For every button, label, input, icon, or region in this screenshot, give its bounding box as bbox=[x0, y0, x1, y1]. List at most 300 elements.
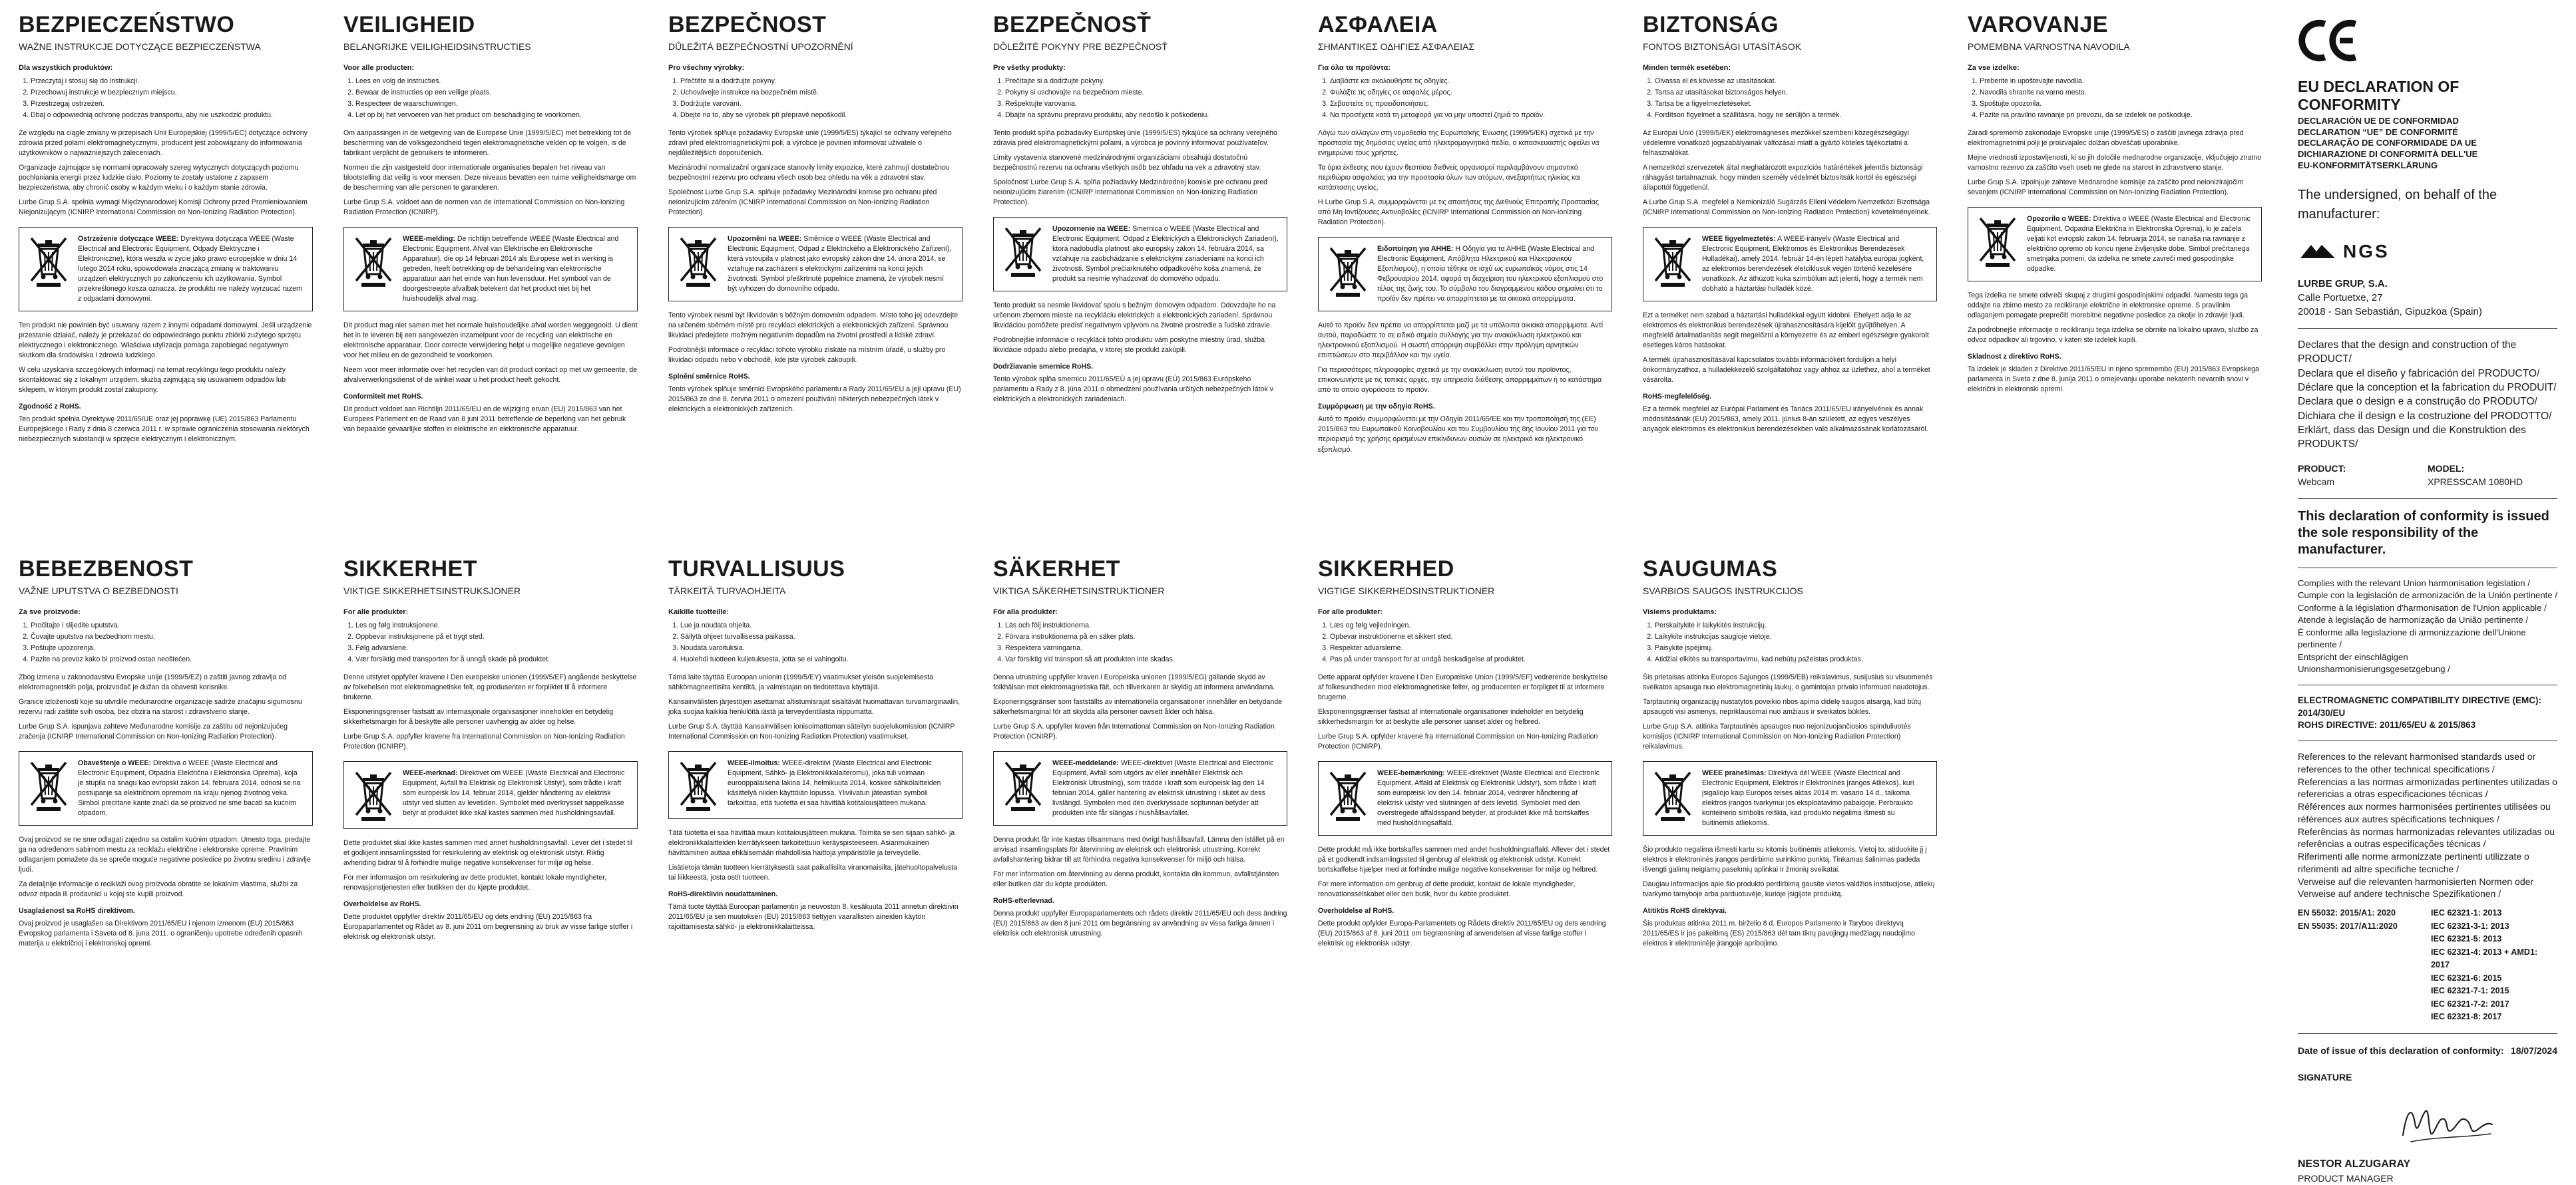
weee-notice-text bbox=[1052, 224, 1279, 284]
signer-title: PRODUCT MANAGER bbox=[2298, 1172, 2394, 1184]
instruction-item: 3. Rešpektujte varovania. bbox=[1005, 99, 1287, 109]
instruction-item: 4. Pazite na prevoz kako bi proizvod ostao neoštećen. bbox=[31, 655, 313, 665]
instruction-item: 1. Læs og følg vejledningen. bbox=[1330, 621, 1612, 631]
reference-line: References to the relevant harmonised standards used or references to the other technical specifications / bbox=[2298, 751, 2536, 774]
instruction-item: 1. Les og følg instruksjonene. bbox=[355, 621, 638, 631]
instruction-item: 2. Förvara instruktionerna på en säker plats. bbox=[1005, 632, 1287, 642]
section-title: VEILIGHEID bbox=[343, 12, 475, 37]
body-paragraph: Zbog izmena u zakonodavstvu Evropske unije (1999/5/EZ) o zaštiti javnog zdravlja od elektromagnetskih polja, proizvođač je dužan da obavesti korisnike. bbox=[19, 673, 287, 691]
instruction-item: 2. Φυλάξτε τις οδηγίες σε ασφαλές μέρος. bbox=[1330, 88, 1612, 98]
section-title: TURVALLISUUS bbox=[668, 556, 845, 582]
body-paragraph: A nemzetközi szervezetek által meghatározott expozíciós határértékek jelentős biztonsági ráhagyást tartalmaznak, hogy minden személy védelmét biztosítsák kortól és egészségi állapottól függetlenül. bbox=[1643, 163, 1923, 192]
body-paragraph: Lurbe Grup S.A. atitinka Tarptautinės apsaugos nuo nejonizuojančiosios spinduliuotės komisijos (ICNIRP International Commission on Non-Ionizing Radiation Protection) reikalavimus. bbox=[1643, 722, 1911, 751]
language-section bbox=[668, 12, 963, 540]
doc-subtitle: DICHIARAZIONE DI CONFORMITÀ DELL'UE bbox=[2298, 149, 2478, 160]
standard-item: IEC 62321-1: 2013 bbox=[2431, 908, 2502, 918]
eu-declaration-column bbox=[2298, 15, 2557, 1184]
standards-left bbox=[2298, 907, 2424, 1024]
section-subtitle: TÄRKEITÄ TURVAOHJEITA bbox=[668, 586, 786, 597]
rohs-text: Ta izdelek je skladen z Direktivo 2011/65/EU in njeno spremembo (EU) 2015/863 Evropskega parlamenta in Sveta z dne 8. junija 2011 o omejevanju uporabe nekaterih nevarnih snovi v električni in elektronski opremi. bbox=[1968, 365, 2259, 394]
body-paragraph: Lurbe Grup S.A. ispunjava zahteve Međunarodne komisije za zaštitu od nejonizujućeg zračenja (ICNIRP International Commission on Non-Ionizing Radiation Protection). bbox=[19, 722, 288, 741]
rohs-text: Αυτό το προϊόν συμμορφώνεται με την Οδηγία 2011/65/ΕΕ και την τροποποίησή της (ΕΕ) 2015/863 του Ευρωπαϊκού Κοινοβουλίου και του Συμβουλίου της 8ης Ιουνίου 2011 για τον περιορισμό της χρήσης ορισμένων επικίνδυνων ουσιών σε ηλεκτρικό και ηλεκτρονικό εξοπλισμό. bbox=[1318, 415, 1598, 454]
body-paragraph: Mejne vrednosti izpostavljenosti, ki so jih določile mednarodne organizacije, vključujejo znatno varnostno rezervo za zaščito vseh oseb ne glede na starost in zdravstveno stanje. bbox=[1968, 153, 2262, 172]
weee-notice-lead: WEEE-ilmoitus: bbox=[728, 759, 780, 767]
rohs-heading: RoHS-direktiivin noudattaminen. bbox=[668, 890, 778, 899]
body-paragraph: Lurbe Grup S.A. oppfyller kravene fra International Commission on Non-Ionizing Radiation Protection (ICNIRP). bbox=[343, 732, 625, 751]
language-section bbox=[19, 556, 313, 1085]
weee-notice-text bbox=[2027, 214, 2253, 274]
instruction-item: 2. Uchovávejte instrukce na bezpečném místě. bbox=[680, 88, 963, 98]
instruction-item: 3. Poštujte upozorenja. bbox=[31, 643, 313, 653]
body-paragraph: Společnost Lurbe Grup S.A. splňuje požadavky Mezinárodní komise pro ochranu před neionizujícím zářením (ICNIRP International Commission on Non-Ionizing Radiation Protection). bbox=[668, 188, 937, 216]
body-paragraph: Zaradi sprememb zakonodaje Evropske unije (1999/5/ES) o zaščiti javnega zdravja pred elektromagnetnimi polji je proizvajalec dolžan obveščati uporabnike. bbox=[1968, 128, 2244, 147]
address-line: 20018 - San Sebastián, Gipuzkoa (Spain) bbox=[2298, 305, 2482, 317]
intro-heading: Za sve proizvode: bbox=[19, 607, 81, 616]
intro-heading: Dla wszystkich produktów: bbox=[19, 63, 113, 72]
crossed-bin-icon bbox=[677, 759, 720, 812]
section-title: BIZTONSÁG bbox=[1643, 12, 1779, 37]
instruction-item: 4. Fordítson figyelmet a szállításra, hogy ne sérüljön a termék. bbox=[1655, 110, 1937, 120]
section-subtitle: DŮLEŽITÁ BEZPEČNOSTNÍ UPOZORNĚNÍ bbox=[668, 41, 853, 53]
weee-notice-box bbox=[19, 227, 313, 311]
address-line: Calle Portuetxe, 27 bbox=[2298, 291, 2383, 303]
doc-subtitle: DECLARAÇÃO DE CONFORMIDADE DA UE bbox=[2298, 138, 2477, 148]
weee-notice-lead: WEEE-bemærkning: bbox=[1377, 768, 1445, 777]
instruction-item: 1. Preberite in upoštevajte navodila. bbox=[1980, 77, 2262, 86]
weee-notice-body: Η Οδηγία για τα ΑΗΗΕ (Waste Electrical and Electronic Equipment, Απόβλητα Ηλεκτρικού και Ηλεκτρονικού Εξοπλισμού), η οποία τέθηκε σε ισχύ ως ευρωπαϊκός νόμος στις 14 Φεβρουαρίου 2014, αφορά τη διαχείριση του ηλεκτρικού εξοπλισμού στο τέλος της ζωής του. Το σύμβολο του διαγραμμένου κάδου σημαίνει ότι το προϊόν δεν πρέπει να απορρίπτεται με τα οικιακά απορρίμματα. bbox=[1377, 244, 1604, 303]
weee-notice-body: Direktyva dėl WEEE (Waste Electrical and Electronic Equipment, Elektros ir Elektroninės Įrangos Atliekos), kuri įsigaliojo kaip Europos teisės aktas 2014 m. vasario 14 d., taikoma elektros įrangos tvarkymui jos eksploatavimo pabaigoje. Perbraukto konteinerio simbolis reiškia, kad produkto negalima išmesti su buitinėmis atliekomis. bbox=[1702, 768, 1914, 828]
body-paragraph: Ezt a terméket nem szabad a háztartási hulladékkal együtt kidobni. Ehelyett adja le az elektromos és elektronikus berendezések újrahasznosítására kijelölt gyűjtőhelyen. A megfelelő ártalmatlanítás segít megelőzni a környezetre és az emberi egészségre gyakorolt esetleges káros hatásokat. bbox=[1643, 311, 1929, 350]
instruction-item: 3. Σεβαστείτε τις προειδοποιήσεις. bbox=[1330, 99, 1612, 109]
weee-notice-box bbox=[1318, 761, 1612, 836]
divider bbox=[2298, 498, 2557, 499]
doc-subtitle: EU-KONFORMITÄTSERKLÄRUNG bbox=[2298, 160, 2438, 170]
body-paragraph: Normen die zijn vastgesteld door internationale organisaties bepalen het niveau van blootstelling dat veilig is voor mensen. Deze niveaus bevatten een ruime veiligheidsmarge om de bescherming van alle personen te garanderen. bbox=[343, 163, 636, 192]
body-paragraph: Kansainvälisten järjestöjen asettamat altistumisrajat sisältävät huomattavan turvamarginaalin, joka suojaa kaikkia henkilöitä iästä ja terveydentilasta riippumatta. bbox=[668, 697, 961, 716]
rohs-heading: Overholdelse af RoHS. bbox=[1318, 907, 1395, 916]
crossed-bin-icon bbox=[27, 234, 70, 287]
weee-notice-lead: WEEE-meddelande: bbox=[1052, 759, 1120, 767]
reference-line: Références aux normes harmonisées pertinentes utilisées ou références aux autres spécifications techniques / bbox=[2298, 801, 2551, 824]
rohs-heading: Overholdelse av RoHS. bbox=[343, 900, 421, 909]
body-paragraph: Organizacje zajmujące się normami opracowały szereg wytycznych dotyczących poziomu pochłaniania energii przez ludzkie ciało. Poziomy te zostały ustalone z zapasem bezpieczeństwa, aby chronić osoby w każdym wieku i o każdym stanie zdrowia. bbox=[19, 163, 299, 192]
reference-line: Referências às normas harmonizadas relevantes utilizadas ou referências a outras especificações técnicas / bbox=[2298, 826, 2555, 850]
weee-notice-box bbox=[19, 751, 313, 826]
weee-notice-body: Smernica o WEEE (Waste Electrical and Electronic Equipment, Odpad z Elektrických a Elektronických Zariadení), ktorá nadobudla platnosť ako európsky zákon 14. februára 2014, sa vzťahuje na zaobchádzanie s elektrickými zariadeniami na konci ich životnosti. Symbol prečiarknutého odpadkového koša znamená, že produkt sa nesmie vyhadzovať do domového odpadu. bbox=[1052, 224, 1279, 283]
product-model-block bbox=[2298, 462, 2557, 489]
body-paragraph: Za detaljnije informacije o reciklaži ovog proizvoda obratite se lokalnim vlastima, službi za odvoz otpada ili prodavnici u kojoj ste kupili proizvod. bbox=[19, 880, 298, 899]
body-paragraph: Tento výrobek nesmí být likvidován s běžným domovním odpadem. Místo toho jej odevzdejte na určeném sběrném místě pro recyklaci elektrických a elektronických zařízení. Správnou likvidací předejdete možným negativním dopadům na životní prostředí a lidské zdraví. bbox=[668, 311, 959, 340]
body-paragraph: Az Európai Unió (1999/5/EK) elektromágneses mezőkkel szembeni közegészségügyi védelemre vonatkozó jogszabályainak változásai miatt a gyártó köteles tájékoztatni a felhasználókat. bbox=[1643, 128, 1909, 157]
language-section bbox=[993, 556, 1287, 1085]
body-paragraph: Šis prietaisas atitinka Europos Sąjungos (1999/5/EB) reikalavimus, susijusius su visuomenės sveikatos apsauga nuo elektromagnetinių laukų, o gamintojas privalo informuoti naudotojus. bbox=[1643, 673, 1933, 691]
standards-list bbox=[2298, 907, 2557, 1024]
crossed-bin-icon bbox=[1327, 768, 1369, 822]
instruction-item: 2. Säilytä ohjeet turvallisessa paikassa. bbox=[680, 632, 963, 642]
weee-notice-lead: Ostrzeżenie dotyczące WEEE: bbox=[78, 234, 179, 243]
instruction-item: 1. Lue ja noudata ohjeita. bbox=[680, 621, 963, 631]
instruction-item: 1. Přečtěte si a dodržujte pokyny. bbox=[680, 77, 963, 86]
declares-line: Erklärt, dass das Design und die Konstruktion des PRODUKTS/ bbox=[2298, 424, 2526, 450]
body-paragraph: Tento produkt sa nesmie likvidovať spolu s bežným domovým odpadom. Odovzdajte ho na určenom zbernom mieste na recykláciu elektrických a elektronických zariadení. Správnou likvidáciou pomôžete predísť negatívnym vplyvom na životné prostredie a ľudské zdravie. bbox=[993, 301, 1276, 330]
weee-notice-text bbox=[78, 759, 304, 818]
language-section bbox=[19, 12, 313, 540]
declares-line: Declara que el diseño y fabricación del PRODUCTO/ bbox=[2298, 367, 2540, 379]
intro-heading: Za vse izdelke: bbox=[1968, 63, 2020, 72]
body-paragraph: A Lurbe Grup S.A. megfelel a Nemionizáló Sugárzás Elleni Védelem Nemzetközi Bizottsága (ICNIRP International Commission on Non-Ionizing Radiation Protection) követelményeinek. bbox=[1643, 198, 1930, 216]
rohs-text: Ez a termék megfelel az Európai Parlament és Tanács 2011/65/EU irányelvének és annak módosításának (EU) 2015/863, amely 2011. június 8-án született, az egyes veszélyes anyagok elektromos és elektronikus berendezésekben való alkalmazásának korlátozásáról. bbox=[1643, 405, 1928, 434]
instruction-list bbox=[343, 621, 638, 665]
date-of-issue-value: 18/07/2024 bbox=[2510, 1045, 2557, 1056]
body-paragraph: Tento výrobek splňuje požadavky Evropské unie (1999/5/ES) týkající se ochrany veřejného zdraví před elektromagnetickými poli, a výrobce je povinen informovat uživatele o nejdůležitějších doporučeních. bbox=[668, 128, 952, 157]
reference-line: Riferimenti alle norme armonizzate pertinenti utilizzate o riferimenti ad altre specifiche tecniche / bbox=[2298, 851, 2529, 874]
section-title: SIKKERHET bbox=[343, 556, 477, 582]
rohs-text: Tento výrobek splňuje směrnici Evropského parlamentu a Rady 2011/65/EU a její úpravu (EU) 2015/863 ze dne 8. června 2011 o omezení používání některých nebezpečných látek v elektrických a elektronických zařízeních. bbox=[668, 385, 961, 414]
doc-subtitle: DECLARATION “UE” DE CONFORMITÉ bbox=[2298, 126, 2458, 137]
weee-notice-body: Direktivet om WEEE (Waste Electrical and Electronic Equipment, Avfall fra Elektrisk og Elektronisk Utstyr), som trådte i kraft som europeisk lov 14. februar 2014, gjelder håndtering av elektrisk utstyr ved slutten av levetiden. Symbolet med overkrysset søppelkasse betyr at produktet ikke skal kastes sammen med husholdningsavfall. bbox=[403, 768, 625, 818]
instruction-item: 3. Przestrzegaj ostrzeżeń. bbox=[31, 99, 313, 109]
rohs-heading: RoHS-efterlevnad. bbox=[993, 897, 1054, 906]
body-paragraph: Tento produkt spĺňa požiadavky Európskej únie (1999/5/ES) týkajúce sa ochrany verejného zdravia pred elektromagnetickými poľami, a výrobca je povinný informovať používateľov. bbox=[993, 128, 1277, 147]
rohs-heading: Splnění směrnice RoHS. bbox=[668, 373, 750, 381]
weee-notice-lead: Obaveštenje o WEEE: bbox=[78, 759, 152, 767]
doc-title: EU DECLARATION OF CONFORMITY bbox=[2298, 78, 2460, 113]
crossed-bin-icon bbox=[1002, 759, 1044, 812]
body-paragraph: Eksponeringsgrenser fastsatt av internasjonale organisasjoner inneholder en betydelig sikkerhetsmargin for å beskytte alle personer uavhengig av alder og helse. bbox=[343, 707, 614, 726]
body-paragraph: Šio produkto negalima išmesti kartu su kitomis buitinėmis atliekomis. Vietoj to, atiduokite jį į elektros ir elektroninės įrangos perdirbimo surinkimo punktą. Tinkamas šalinimas padeda išvengti galimų neigiamų pasekmių aplinkai ir žmonių sveikatai. bbox=[1643, 846, 1927, 874]
rohs-text: Ovaj proizvod je usaglašen sa Direktivom 2011/65/EU i njenom izmenom (EU) 2015/863 Evropskog parlamenta i Saveta od 8. juna 2011. o ograničenju upotrebe određenih opasnih materija u električnoj i elektronskoj opremi. bbox=[19, 920, 303, 948]
declares-line: Déclare que la conception et la fabrication du PRODUIT/ bbox=[2298, 381, 2557, 393]
doc-subtitle: DECLARACIÓN UE DE CONFORMIDAD bbox=[2298, 116, 2459, 126]
body-paragraph: Ten produkt nie powinien być usuwany razem z innymi odpadami domowymi. Jeśli urządzenie przestanie działać, należy je przekazać do odpowiedniego punktu zbiórki zużytego sprzętu elektrycznego i elektronicznego. Właściwa utylizacja pomaga zapobiegać negatywnym skutkom dla środowiska i zdrowia ludzkiego. bbox=[19, 321, 312, 360]
instruction-list bbox=[343, 77, 638, 120]
instruction-item: 4. Dbejte na to, aby se výrobek při přepravě nepoškodil. bbox=[680, 110, 963, 120]
body-paragraph: Για περισσότερες πληροφορίες σχετικά με την ανακύκλωση αυτού του προϊόντος, επικοινωνήστε με τις τοπικές αρχές, την υπηρεσία διάθεσης απορριμμάτων ή το κατάστημα από το οποίο αγοράσατε το προϊόν. bbox=[1318, 366, 1602, 395]
instruction-item: 4. Pazite na pravilno ravnanje pri prevozu, da se izdelek ne poškoduje. bbox=[1980, 110, 2262, 120]
instruction-list bbox=[993, 621, 1287, 665]
crossed-bin-icon bbox=[1651, 768, 1694, 822]
instruction-list bbox=[1968, 77, 2262, 120]
crossed-bin-icon bbox=[352, 768, 395, 822]
manufacturer-address bbox=[2298, 277, 2557, 319]
ngs-logo-wordmark: NGS bbox=[2343, 241, 2390, 262]
section-subtitle: VAŽNE UPUTSTVA O BEZBEDNOSTI bbox=[19, 586, 178, 597]
body-paragraph: Ze względu na ciągłe zmiany w przepisach Unii Europejskiej (1999/5/EC) dotyczące ochrony zdrowia przed polami elektromagnetycznymi, producent jest zobowiązany do informowania użytkowników o najważniejszych zaleceniach. bbox=[19, 128, 308, 157]
weee-notice-text bbox=[1052, 759, 1279, 818]
weee-notice-text bbox=[403, 234, 629, 304]
instruction-list bbox=[1318, 77, 1612, 120]
complies-line: Cumple con la legislación de armonización de la Unión pertinente / bbox=[2298, 590, 2557, 601]
weee-notice-text bbox=[728, 234, 954, 294]
instruction-item: 4. Huolehdi tuotteen kuljetuksesta, jotta se ei vahingoitu. bbox=[680, 655, 963, 665]
divider bbox=[2298, 328, 2557, 329]
body-paragraph: A termék újrahasznosításával kapcsolatos további információkért forduljon a helyi önkormányzathoz, a hulladékkezelő szolgáltatóhoz vagy ahhoz az üzlethez, ahol a terméket vásárolta. bbox=[1643, 356, 1930, 385]
body-paragraph: Om aanpassingen in de wetgeving van de Europese Unie (1999/5/EC) met betrekking tot de bescherming van de volksgezondheid tegen elektromagnetische velden op te volgen, is de fabrikant verplicht de gebruikers te informeren. bbox=[343, 128, 632, 157]
instruction-item: 4. Να προσέχετε κατά τη μεταφορά για να μην υποστεί ζημιά το προϊόν. bbox=[1330, 110, 1612, 120]
rohs-heading: Skladnost z direktivo RoHS. bbox=[1968, 353, 2061, 361]
weee-notice-lead: Upozornenie na WEEE: bbox=[1052, 224, 1131, 233]
directive-line: ELECTROMAGNETIC COMPATIBILITY DIRECTIVE (EMC): 2014/30/EU bbox=[2298, 695, 2541, 718]
weee-notice-text bbox=[1702, 234, 1928, 294]
ce-mark-icon bbox=[2298, 19, 2359, 63]
weee-notice-lead: Ειδοποίηση για ΑΗΗΕ: bbox=[1377, 244, 1454, 253]
directives-block bbox=[2298, 695, 2557, 731]
instruction-item: 2. Oppbevar instruksjonene på et trygt sted. bbox=[355, 632, 638, 642]
section-subtitle: FONTOS BIZTONSÁGI UTASÍTÁSOK bbox=[1643, 41, 1802, 53]
instruction-item: 1. Pročitajte i slijedite uputstva. bbox=[31, 621, 313, 631]
body-paragraph: Podrobnější informace o recyklaci tohoto výrobku získáte na místním úřadě, u služby pro likvidaci odpadu nebo v obchodě, kde jste výrobek zakoupili. bbox=[668, 346, 946, 365]
language-section bbox=[1643, 12, 1937, 540]
declares-line: Dichiara che il design e la costruzione del PRODOTTO/ bbox=[2298, 410, 2552, 422]
instruction-item: 1. Perskaitykite ir laikykitės instrukcijų. bbox=[1655, 621, 1937, 631]
instruction-list bbox=[668, 621, 963, 665]
date-of-issue-row bbox=[2298, 1045, 2557, 1058]
section-title: VAROVANJE bbox=[1968, 12, 2109, 37]
instruction-list bbox=[1643, 77, 1937, 120]
body-paragraph: Limity vystavenia stanovené medzinárodnými organizáciami obsahujú dostatočnú bezpečnostnú rezervu na ochranu všetkých osôb bez ohľadu na vek a zdravotný stav. bbox=[993, 153, 1261, 172]
weee-notice-body: Direktiva o WEEE (Waste Electrical and Electronic Equipment, Odpadna Električna in Elektronska Oprema), ki je začela veljati kot evropski zakon 14. februarja 2014, se nanaša na ravnanje z električno opremo ob koncu njene življenjske dobe. Simbol prečrtanega smetnjaka pomeni, da izdelka ne smete zavreči med gospodinjske odpadke. bbox=[2027, 214, 2251, 273]
instruction-item: 2. Čuvajte uputstva na bezbednom mestu. bbox=[31, 632, 313, 642]
instruction-item: 3. Følg advarslene. bbox=[355, 643, 638, 653]
instruction-list bbox=[1318, 621, 1612, 665]
crossed-bin-icon bbox=[1327, 244, 1369, 297]
intro-heading: Visiems produktams: bbox=[1643, 607, 1717, 616]
rohs-text: Tento výrobok spĺňa smernicu 2011/65/EÚ a jej úpravu (EÚ) 2015/863 Európskeho parlamentu a Rady z 8. júna 2011 o obmedzení používania určitých nebezpečných látok v elektrických a elektronických zariadeniach. bbox=[993, 375, 1273, 404]
intro-heading: Voor alle producten: bbox=[343, 63, 415, 72]
instruction-item: 1. Olvassa el és kövesse az utasításokat. bbox=[1655, 77, 1937, 86]
declares-line: Declares that the design and construction of the PRODUCT/ bbox=[2298, 339, 2517, 365]
crossed-bin-icon bbox=[352, 234, 395, 287]
instruction-item: 4. Dbaj o odpowiednią ochronę podczas transportu, aby nie uszkodzić produktu. bbox=[31, 110, 313, 120]
instruction-item: 3. Noudata varoituksia. bbox=[680, 643, 963, 653]
body-paragraph: Dit product mag niet samen met het normale huishoudelijke afval worden weggegooid. U dient het in te leveren bij een aangewezen inzamelpunt voor de recycling van elektrische en elektronische apparatuur. Door correcte verwijdering helpt u mogelijke negatieve gevolgen voor het milieu en de gezondheid te voorkomen. bbox=[343, 321, 638, 360]
weee-notice-body: WEEE-direktivet (Waste Electrical and Electronic Equipment, Affald af Elektrisk og Elektronisk Udstyr), som trådte i kraft som europæisk lov den 14. februar 2014, vedrører håndtering af elektrisk udstyr ved slutningen af dets levetid. Symbolet med den overstregede affaldsspand betyder, at produktet ikke må bortskaffes med husholdningsaffald. bbox=[1377, 768, 1600, 828]
body-paragraph: Τα όρια έκθεσης που έχουν θεσπίσει διεθνείς οργανισμοί περιλαμβάνουν σημαντικό περιθώριο ασφαλείας για την προστασία όλων των ατόμων, ανεξαρτήτως ηλικίας και κατάστασης υγείας. bbox=[1318, 163, 1581, 192]
weee-notice-body: Směrnice o WEEE (Waste Electrical and Electronic Equipment, Odpad z Elektrického a Elektronického Zařízení), která vstoupila v platnost jako evropský zákon dne 14. února 2014, se vztahuje na zacházení s elektrickými zařízeními na konci jejich životnosti. Symbol přeškrtnuté popelnice znamená, že výrobek nesmí být vyhozen do domovního odpadu. bbox=[728, 234, 952, 293]
rohs-heading: Dodržiavanie smernice RoHS. bbox=[993, 363, 1094, 371]
instruction-item: 1. Läs och följ instruktionerna. bbox=[1005, 621, 1287, 631]
rohs-text: Dette produkt opfylder Europa-Parlamentets og Rådets direktiv 2011/65/EU og dets ændring (EU) 2015/863 af 8. juni 2011 om begrænsning af anvendelsen af visse farlige stoffer i elektrisk og elektronisk udstyr. bbox=[1318, 920, 1606, 948]
crossed-bin-icon bbox=[1002, 224, 1044, 277]
standard-item: IEC 62321-4: 2013 + AMD1: 2017 bbox=[2431, 947, 2538, 970]
rohs-text: Ten produkt spełnia Dyrektywę 2011/65/UE oraz jej poprawkę (UE) 2015/863 Parlamentu Europejskiego i Rady z dnia 8 czerwca 2011 r. w sprawie ograniczenia stosowania niektórych niebezpiecznych substancji w sprzęcie elektrycznym i elektronicznym. bbox=[19, 415, 310, 444]
reference-line: Referencias a las normas armonizadas pertinentes utilizadas o referencias a otras especificaciones técnicas / bbox=[2298, 776, 2557, 800]
instruction-item: 4. Vær forsiktig med transporten for å unngå skade på produktet. bbox=[355, 655, 638, 665]
model-value: XPRESSCAM 1080HD bbox=[2428, 476, 2523, 487]
instruction-item: 2. Przechowuj instrukcje w bezpiecznym miejscu. bbox=[31, 88, 313, 98]
body-paragraph: Tätä tuotetta ei saa hävittää muun kotitalousjätteen mukana. Toimita se sen sijaan sähkö- ja elektroniikkalaitteiden kierrätykseen tarkoitettuun keräyspisteeseen. Asianmukainen hävittäminen auttaa ehkäisemään mahdollisia haittoja ympäristölle ja terveydelle. bbox=[668, 828, 955, 857]
instruction-item: 3. Paisykite įspėjimų. bbox=[1655, 643, 1937, 653]
divider bbox=[2298, 1033, 2557, 1034]
instruction-item: 2. Tartsa az utasításokat biztonságos helyen. bbox=[1655, 88, 1937, 98]
section-subtitle: BELANGRIJKE VEILIGHEIDSINSTRUCTIES bbox=[343, 41, 531, 53]
instruction-item: 3. Spoštujte opozorila. bbox=[1980, 99, 2262, 109]
date-of-issue-label: Date of issue of this declaration of conformity: bbox=[2298, 1045, 2504, 1056]
language-section bbox=[1318, 12, 1612, 540]
crossed-bin-icon bbox=[677, 234, 720, 287]
sole-responsibility-statement: This declaration of conformity is issued the sole responsibility of the manufacturer. bbox=[2298, 508, 2549, 557]
body-paragraph: Denna produkt får inte kastas tillsammans med övrigt hushållsavfall. Lämna den istället på en anvisad insamlingsplats för återvinning av elektrisk och elektronisk utrustning. Korrekt avfallshantering bidrar till att förhindra negativa konsekvenser för miljö och hälsa. bbox=[993, 836, 1285, 864]
intro-heading: För alla produkter: bbox=[993, 607, 1058, 616]
weee-notice-body: WEEE-direktivet (Waste Electrical and Electronic Equipment, Avfall som utgörs av eller innehåller Elektrisk och Elektronisk Utrustning), som trädde i kraft som europeisk lag den 14 februari 2014, gäller hantering av elektrisk utrustning i slutet av dess livslängd. Symbolen med den överkryssade soptunnan betyder att produkten inte får slängas i hushållsavfallet. bbox=[1052, 759, 1274, 818]
standard-item: EN 55035: 2017/A11:2020 bbox=[2298, 921, 2398, 931]
declares-block bbox=[2298, 338, 2557, 452]
complies-block bbox=[2298, 578, 2557, 676]
product-label: PRODUCT: bbox=[2298, 462, 2346, 474]
weee-notice-lead: Opozorilo o WEEE: bbox=[2027, 214, 2091, 223]
intro-heading: Kaikille tuotteille: bbox=[668, 607, 730, 616]
instruction-item: 4. Let op bij het vervoeren van het product om beschadiging te voorkomen. bbox=[355, 110, 638, 120]
section-subtitle: VIGTIGE SIKKERHEDSINSTRUKTIONER bbox=[1318, 586, 1495, 597]
standards-right bbox=[2431, 907, 2557, 1024]
weee-notice-box bbox=[1643, 761, 1937, 836]
weee-notice-text bbox=[728, 759, 954, 808]
instruction-item: 1. Lees en volg de instructies. bbox=[355, 77, 638, 86]
instruction-item: 2. Laikykite instrukcijas saugioje vietoje. bbox=[1655, 632, 1937, 642]
rohs-heading: Συμμόρφωση με την οδηγία RoHS. bbox=[1318, 403, 1435, 411]
body-paragraph: Podrobnejšie informácie o recyklácii tohto produktu vám poskytne miestny úrad, služba likvidácie odpadu alebo predajňa, v ktorej ste produkt zakúpili. bbox=[993, 336, 1265, 355]
complies-line: Atende à legislação de harmonização da União pertinente / bbox=[2298, 615, 2529, 625]
weee-notice-body: Direktiva o WEEE (Waste Electrical and Electronic Equipment, Otpadna Električna i Elektronska Oprema), koja je stupila na snagu kao evropski zakon 14. februara 2014, odnosi se na postupanje sa električnom opremom na kraju njenog životnog veka. Simbol precrtane kante znači da se proizvod ne sme bacati sa kućnim otpadom. bbox=[78, 759, 301, 818]
rohs-heading: Conformiteit met RoHS. bbox=[343, 393, 423, 401]
declares-line: Declara que o design e a construção do PRODUTO/ bbox=[2298, 396, 2537, 408]
rohs-text: Dit product voldoet aan Richtlijn 2011/65/EU en de wijziging ervan (EU) 2015/863 van het Europees Parlement en de Raad van 8 juni 2011 betreffende de beperking van het gebruik van bepaalde gevaarlijke stoffen in elektrische en elektronische apparatuur. bbox=[343, 405, 626, 434]
body-paragraph: For mere information om genbrug af dette produkt, kontakt de lokale myndigheder, renovationsselskabet eller den butik, hvor du købte produktet. bbox=[1318, 880, 1576, 899]
body-paragraph: Lurbe Grup S.A. izpolnjuje zahteve Mednarodne komisije za zaščito pred neionizirajočim sevanjem (ICNIRP International Commission on Non-Ionizing Radiation Protection). bbox=[1968, 178, 2244, 196]
references-block bbox=[2298, 751, 2557, 900]
language-section bbox=[1643, 556, 1937, 1085]
instruction-item: 1. Prečítajte si a dodržujte pokyny. bbox=[1005, 77, 1287, 86]
undersigned-line: The undersigned, on behalf of the manufacturer: bbox=[2298, 188, 2497, 222]
weee-notice-box bbox=[668, 751, 963, 819]
weee-notice-body: De richtlijn betreffende WEEE (Waste Electrical and Electronic Equipment, Afval van Elektrische en Elektronische Apparatuur), die op 14 februari 2014 als Europese wet in werking is getreden, heeft betrekking op de behandeling van elektronische apparatuur aan het einde van hun levensduur. Het symbool van de doorgestreepte afvalbak betekent dat het product niet bij het huishoudelijk afval mag. bbox=[403, 234, 619, 303]
weee-notice-text bbox=[78, 234, 304, 304]
weee-notice-box bbox=[1643, 227, 1937, 301]
section-subtitle: POMEMBNA VARNOSTNA NAVODILA bbox=[1968, 41, 2130, 53]
standard-item: IEC 62321-6: 2015 bbox=[2431, 973, 2502, 983]
product-value: Webcam bbox=[2298, 476, 2334, 487]
standard-item: IEC 62321-5: 2013 bbox=[2431, 934, 2502, 944]
instruction-item: 2. Bewaar de instructies op een veilige plaats. bbox=[355, 88, 638, 98]
weee-notice-lead: WEEE figyelmeztetés: bbox=[1702, 234, 1776, 243]
language-section bbox=[1318, 556, 1612, 1085]
section-subtitle: WAŻNE INSTRUKCJE DOTYCZĄCE BEZPIECZEŃSTWA bbox=[19, 41, 261, 53]
doc-subtitle-block bbox=[2298, 116, 2557, 171]
weee-notice-box bbox=[343, 227, 638, 311]
signer-name: NESTOR ALZUGARAY bbox=[2298, 1158, 2411, 1170]
instruction-list bbox=[993, 77, 1287, 120]
rohs-text: Dette produktet oppfyller direktiv 2011/65/EU og dets endring (EU) 2015/863 fra Europaparlamentet og Rådet av 8. juni 2011 om begrensning av bruk av visse farlige stoffer i elektrisk og elektronisk utstyr. bbox=[343, 913, 633, 941]
section-title: SAUGUMAS bbox=[1643, 556, 1778, 582]
section-subtitle: VIKTIGA SÄKERHETSINSTRUKTIONER bbox=[993, 586, 1165, 597]
body-paragraph: Denna utrustning uppfyller kraven i Europeiska unionen (1999/5/EG) gällande skydd av folkhälsan mot elektromagnetiska fält, och tillverkaren är skyldig att informera användarna. bbox=[993, 673, 1275, 691]
instruction-item: 4. Atidžiai elkitės su transportavimu, kad nebūtų pažeistas produktas. bbox=[1655, 655, 1937, 665]
weee-notice-box bbox=[1318, 237, 1612, 311]
weee-notice-lead: WEEE pranešimas: bbox=[1702, 768, 1767, 777]
body-paragraph: Exponeringsgränser som fastställts av internationella organisationer innehåller en betydande säkerhetsmarginal för att skydda alla personer oavsett ålder och hälsa. bbox=[993, 697, 1283, 716]
body-paragraph: Dette produktet skal ikke kastes sammen med annet husholdningsavfall. Lever det i stedet til et godkjent innsamlingssted for resirkulering av elektrisk og elektronisk utstyr. Riktig avhending bidrar til å forhindre mulige negative konsekvenser for miljø og helse. bbox=[343, 838, 632, 867]
body-paragraph: W celu uzyskania szczegółowych informacji na temat recyklingu tego produktu należy skontaktować się z lokalnym urzędem, służbą zajmującą się usuwaniem odpadów lub sklepem, w którym produkt został zakupiony. bbox=[19, 366, 286, 395]
rohs-heading: Usaglašenost sa RoHS direktivom. bbox=[19, 907, 135, 916]
body-paragraph: Granice izloženosti koje su utvrdile međunarodne organizacije sadrže značajnu sigurnosnu rezervu radi zaštite svih osoba, bez obzira na starost i zdravstveno stanje. bbox=[19, 697, 302, 716]
section-subtitle: SVARBIOS SAUGOS INSTRUKCIJOS bbox=[1643, 586, 1803, 597]
signature-label: SIGNATURE bbox=[2298, 1071, 2352, 1083]
instruction-list bbox=[668, 77, 963, 120]
instruction-item: 3. Dodržujte varování. bbox=[680, 99, 963, 109]
body-paragraph: Neem voor meer informatie over het recyclen van dit product contact op met uw gemeente, de afvalverwerkingsdienst of de winkel waar u het product heeft gekocht. bbox=[343, 366, 638, 385]
weee-notice-lead: WEEE-melding: bbox=[403, 234, 455, 243]
safety-sections-grid bbox=[19, 12, 2262, 1085]
intro-heading: Minden termék esetében: bbox=[1643, 63, 1731, 72]
instruction-item: 3. Respekter advarslerne. bbox=[1330, 643, 1612, 653]
instruction-item: 3. Respecteer de waarschuwingen. bbox=[355, 99, 638, 109]
weee-notice-body: A WEEE-irányelv (Waste Electrical and Electronic Equipment, Elektromos és Elektronikus Berendezések Hulladékai), amely 2014. február 14-én lépett hatályba európai jogként, az elektromos berendezések életciklusuk végén történő kezelésére vonatkozik. Az áthúzott kuka szimbólum azt jelenti, hogy a termék nem dobható a háztartási hulladék közé. bbox=[1702, 234, 1924, 293]
body-paragraph: Lurbe Grup S.A. voldoet aan de normen van de International Commission on Non-Ionizing Radiation Protection (ICNIRP). bbox=[343, 198, 625, 216]
weee-notice-text bbox=[1702, 768, 1928, 828]
model-label: MODEL: bbox=[2428, 462, 2465, 474]
weee-notice-box bbox=[668, 227, 963, 301]
instruction-item: 1. Przeczytaj i stosuj się do instrukcji. bbox=[31, 77, 313, 86]
standard-item: EN 55032: 2015/A1: 2020 bbox=[2298, 908, 2396, 918]
instruction-item: 2. Navodila shranite na varno mesto. bbox=[1980, 88, 2262, 98]
directive-line: ROHS DIRECTIVE: 2011/65/EU & 2015/863 bbox=[2298, 719, 2476, 730]
weee-notice-box bbox=[993, 217, 1287, 291]
body-paragraph: For mer informasjon om resirkulering av dette produktet, kontakt lokale myndigheter, renovasjonstjenesten eller butikken der du kjøpte produktet. bbox=[343, 874, 607, 892]
section-title: BEZPIECZEŃSTWO bbox=[19, 12, 235, 37]
handwritten-signature-icon bbox=[2398, 1097, 2497, 1150]
body-paragraph: Dette apparat opfylder kravene i Den Europæiske Union (1999/5/EF) vedrørende beskyttelse af folkesundheden mod elektromagnetiske felter, og producenten er forpligtet til at informere brugerne. bbox=[1318, 673, 1608, 701]
body-paragraph: Λόγω των αλλαγών στη νομοθεσία της Ευρωπαϊκής Ένωσης (1999/5/ΕΚ) σχετικά με την προστασία της δημόσιας υγείας από ηλεκτρομαγνητικά πεδία, ο κατασκευαστής οφείλει να ενημερώνει τους χρήστες. bbox=[1318, 128, 1600, 157]
weee-notice-box bbox=[1968, 207, 2262, 281]
instruction-item: 2. Pokyny si uschovajte na bezpečnom mieste. bbox=[1005, 88, 1287, 98]
crossed-bin-icon bbox=[1651, 234, 1694, 287]
body-paragraph: Za podrobnejše informacije o recikliranju tega izdelka se obrnite na lokalno upravo, službo za odvoz odpadkov ali trgovino, v kateri ste izdelek kupili. bbox=[1968, 326, 2258, 345]
section-title: SÄKERHET bbox=[993, 556, 1121, 582]
rohs-heading: Atitiktis RoHS direktyvai. bbox=[1643, 907, 1727, 916]
reference-line: Verweise auf die relevanten harmonisierten Normen oder Verweise auf andere technische Spezifikationen / bbox=[2298, 876, 2534, 900]
language-section bbox=[343, 556, 638, 1085]
body-paragraph: Αυτό το προϊόν δεν πρέπει να απορρίπτεται μαζί με τα υπόλοιπα οικιακά απορρίμματα. Αντί αυτού, παραδώστε το σε ειδικό σημείο συλλογής για την ανακύκλωση ηλεκτρικού και ηλεκτρονικού εξοπλισμού. Η σωστή απόρριψη συμβάλλει στην πρόληψη αρνητικών επιπτώσεων στο περιβάλλον και την υγεία. bbox=[1318, 321, 1604, 360]
rohs-text: Šis produktas atitinka 2011 m. birželio 8 d. Europos Parlamento ir Tarybos direktyvą 2011/65/ES ir jos pakeitimą (ES) 2015/863 dėl tam tikrų pavojingų medžiagų naudojimo elektros ir elektroninėje įrangoje apribojimo. bbox=[1643, 920, 1916, 948]
instruction-item: 4. Var försiktig vid transport så att produkten inte skadas. bbox=[1005, 655, 1287, 665]
body-paragraph: Dette produkt må ikke bortskaffes sammen med andet husholdningsaffald. Aflever det i stedet på et godkendt indsamlingssted til genbrug af elektrisk og elektronisk udstyr. Korrekt bortskaffelse hjælper med at forhindre mulige negative konsekvenser for miljø og helbred. bbox=[1318, 846, 1610, 874]
section-subtitle: DÔLEŽITÉ POKYNY PRE BEZPEČNOSŤ bbox=[993, 41, 1168, 53]
rohs-heading: RoHS-megfelelőség. bbox=[1643, 393, 1712, 401]
weee-notice-box bbox=[343, 761, 638, 829]
instruction-item: 3. Respektera varningarna. bbox=[1005, 643, 1287, 653]
weee-notice-text bbox=[403, 768, 629, 818]
section-title: BEZPEČNOST bbox=[668, 12, 827, 37]
section-title: BEBEZBENOST bbox=[19, 556, 194, 582]
language-section bbox=[993, 12, 1287, 540]
complies-line: Entspricht der einschlägigen Unionsharmonisierungsgesetzgebung / bbox=[2298, 651, 2450, 674]
rohs-text: Denna produkt uppfyller Europaparlamentets och rådets direktiv 2011/65/EU och dess ändring (EU) 2015/863 av den 8 juni 2011 om begränsning av användning av vissa farliga ämnen i elektrisk och elektronisk utrustning. bbox=[993, 910, 1287, 938]
intro-heading: Pro všechny výrobky: bbox=[668, 63, 745, 72]
complies-line: È conforme alla legislazione di armonizzazione dell'Unione pertinente / bbox=[2298, 627, 2526, 650]
body-paragraph: Lurbe Grup S.A. spełnia wymagi Międzynarodowej Komisji Ochrony przed Promieniowaniem Niejonizującym (ICNIRP International Commission on Non-Ionizing Radiation Protection). bbox=[19, 198, 308, 216]
intro-heading: For alle produkter: bbox=[1318, 607, 1383, 616]
instruction-list bbox=[19, 621, 313, 665]
body-paragraph: Lurbe Grup S.A. uppfyller kraven från International Commission on Non-Ionizing Radiation Protection (ICNIRP). bbox=[993, 722, 1275, 741]
ngs-logo bbox=[2299, 238, 2557, 265]
body-paragraph: Lisätietoja tämän tuotteen kierrätyksestä saat paikallisilta viranomaisilta, jätehuoltopalvelusta tai liikkeestä, josta ostit tuotteen. bbox=[668, 863, 957, 882]
section-title: BEZPEČNOSŤ bbox=[993, 12, 1152, 37]
intro-heading: Για όλα τα προϊόντα: bbox=[1318, 63, 1391, 72]
body-paragraph: Lurbe Grup S.A. opfylder kravene fra International Commission on Non-Ionizing Radiation Protection (ICNIRP). bbox=[1318, 732, 1598, 751]
language-section bbox=[668, 556, 963, 1085]
section-title: SIKKERHED bbox=[1318, 556, 1454, 582]
standard-item: IEC 62321-7-2: 2017 bbox=[2431, 999, 2509, 1009]
